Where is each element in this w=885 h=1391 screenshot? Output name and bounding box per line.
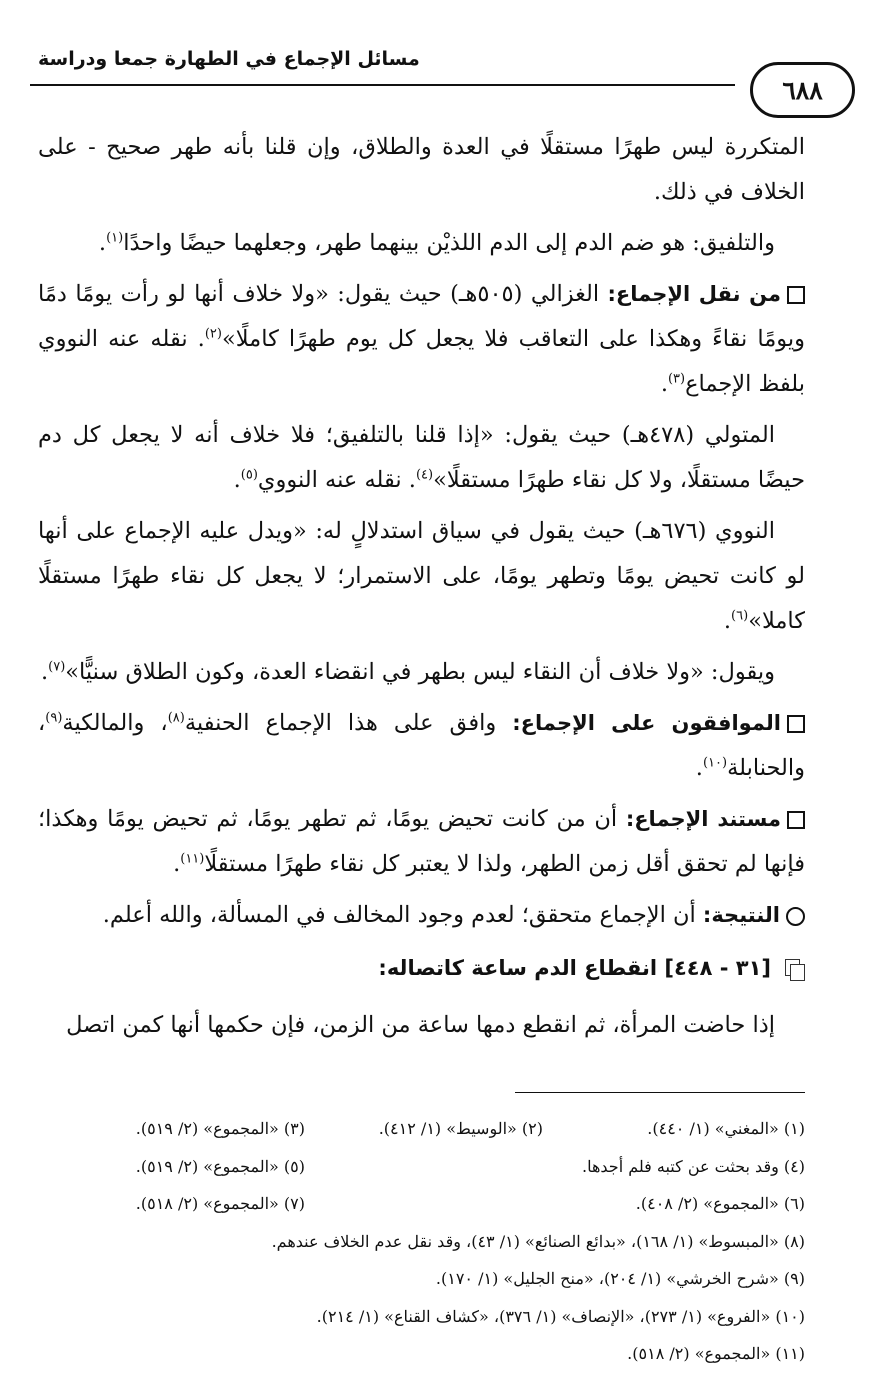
section-label: من نقل الإجماع: [607,282,781,306]
footnote-row [38,1260,805,1298]
paragraph-agreeing: الموافقون على الإجماع: وافق على هذا الإجماع الحنفية$^{(٨)}$، والمالكية$^{(٩)}$، والحنابلة$^{(١٠)}$. [38,710,805,781]
footnote-8: (٨) «المبسوط» (١/ ١٦٨)، «بدائع الصنائع» (١/ ٤٣)، وقد نقل عدم الخلاف عندهم. [271,1231,805,1251]
footnote-7: (٧) «المجموع» (٢/ ٥١٨). [135,1194,305,1213]
square-bullet-icon [787,286,805,304]
footnote-ref: (٩) [45,710,63,726]
section-heading-text: [٣١ - ٤٤٨] انقطاع الدم ساعة كاتصاله: [378,956,771,980]
running-title: مسائل الإجماع في الطهارة جمعا ودراسة [38,48,420,70]
paragraph-nawawi-2: ويقول: «ولا خلاف أن النقاء ليس بطهر في انقضاء العدة، وكون الطلاق سنيًّا»$^{(٧)}$. [40,659,775,685]
nawawi-transmit-text: . نقله عنه النووي بلفظ الإجماع [38,326,805,397]
ghazali-text: الغزالي (٥٠٥هـ) حيث يقول: «ولا خلاف أنها لو رأت يومًا دمًا ويومًا نقاءً وهكذا على التعاقب فلا يجعل كل يوم طهرًا كاملًا» [38,281,805,352]
nawawi-2-text: ويقول: «ولا خلاف أن النقاء ليس بطهر في انقضاء العدة، وكون الطلاق سنيًّا» [65,659,775,685]
footnote-row [38,1110,805,1148]
footnote-ref: (١١) [180,851,205,867]
section-label: مستند الإجماع: [625,807,781,831]
section-label: النتيجة: [702,903,780,927]
talfiq-text: والتلفيق: هو ضم الدم إلى الدم اللذيْن بينهما طهر، وجعلهما حيضًا واحدًا [123,230,775,256]
footnote-row [38,1223,805,1261]
footnotes [38,1110,805,1373]
footnote-ref: (١) [106,230,124,246]
mutawalli-transmit-text: . نقله عنه النووي [257,467,416,493]
paragraph-ijma-transmitters: من نقل الإجماع: الغزالي (٥٠٥هـ) حيث يقول: «ولا خلاف أنها لو رأت يومًا دمًا ويومًا نقاءً وهكذا على التعاقب فلا يجعل كل يوم طهرًا كاملًا»$^{(٢)}$. نقله عنه النووي بلفظ الإجماع$^{(٣)}$. [38,281,805,397]
square-bullet-icon [787,715,805,733]
basis-text: أن من كانت تحيض يومًا، ثم تطهر يومًا، ثم تحيض يومًا وهكذا؛ فإنها لم تحقق أقل زمن الطهر، ولذا لا يعتبر كل نقاء طهرًا مستقلًا [38,806,805,877]
paragraph-basis: مستند الإجماع: أن من كانت تحيض يومًا، ثم تطهر يومًا، ثم تحيض يومًا وهكذا؛ فإنها لم تحقق أقل زمن الطهر، ولذا لا يعتبر كل نقاء طهرًا مستقلًا$^{(١١)}$. [38,806,805,877]
footnote-row [38,1298,805,1336]
paragraph-new-section: إذا حاضت المرأة، ثم انقطع دمها ساعة من الزمن، فإن حكمها أنها كمن اتصل [66,1012,775,1038]
page-body [38,125,805,1054]
documents-icon [785,959,805,979]
footnote-ref: (٤) [415,467,434,483]
paragraph-nawawi: النووي (٦٧٦هـ) حيث يقول في سياق استدلالٍ له: «ويدل عليه الإجماع على أنها لو كانت تحيض يومًا وتطهر يومًا، على الاستمرار؛ لا يجعل كل نقاء طهرًا مستقلًا كاملا»$^{(٦)}$. [38,518,805,634]
footnote-ref: (٢) [204,326,222,342]
mutawalli-text: المتولي (٤٧٨هـ) حيث يقول: «إذا قلنا بالتلفيق؛ فلا خلاف أنه لا يجعل كل دم حيضًا مستقلًا، ولا كل نقاء طهرًا مستقلًا» [38,422,805,493]
page-header [30,48,855,105]
paragraph-talfiq: والتلفيق: هو ضم الدم إلى الدم اللذيْن بينهما طهر، وجعلهما حيضًا واحدًا$^{(١)}$. [98,230,775,256]
square-bullet-icon [787,811,805,829]
header-rule [30,84,735,86]
footnote-9: (٩) «شرح الخرشي» (١/ ٢٠٤)، «منح الجليل» (١/ ١٧٠). [435,1269,805,1288]
footnote-ref: (٧) [48,659,66,675]
footnote-1: (١) «المغني» (١/ ٤٤٠). [647,1119,805,1138]
hanbali-text: ، والحنابلة [38,710,805,781]
footnote-ref: (٨) [167,710,185,726]
footnote-11: (١١) «المجموع» (٢/ ٥١٨). [627,1344,805,1363]
footnote-ref: (٦) [731,608,749,624]
paragraph-mutawalli: المتولي (٤٧٨هـ) حيث يقول: «إذا قلنا بالتلفيق؛ فلا خلاف أنه لا يجعل كل دم حيضًا مستقلًا، ولا كل نقاء طهرًا مستقلًا»$^{(٤)}$. نقله عنه النووي$^{(٥)}$. [38,422,805,493]
nawawi-text: النووي (٦٧٦هـ) حيث يقول في سياق استدلالٍ له: «ويدل عليه الإجماع على أنها لو كانت تحيض يومًا وتطهر يومًا، على الاستمرار؛ لا يجعل كل نقاء طهرًا مستقلًا كاملا» [38,518,805,634]
footnote-3: (٣) «المجموع» (٢/ ٥١٩). [135,1119,305,1138]
agreeing-text: وافق على هذا الإجماع الحنفية [184,710,513,736]
result-text: أن الإجماع متحقق؛ لعدم وجود المخالف في المسألة، والله أعلم. [102,902,703,928]
paragraph-result [38,893,805,938]
footnote-row [38,1185,805,1223]
page-number: ٦٨٨ [750,62,855,118]
footnote-ref: (١٠) [702,755,728,771]
paragraph-1: المتكررة ليس طهرًا مستقلًا في العدة والطلاق، وإن قلنا بأنه طهر صحيح - على الخلاف في ذلك. [38,134,805,205]
footnote-5: (٥) «المجموع» (٢/ ٥١٩). [135,1156,305,1176]
footnote-ref: (٥) [240,467,258,483]
footnote-10: (١٠) «الفروع» (١/ ٢٧٣)، «الإنصاف» (١/ ٣٧٦)، «كشاف القناع» (١/ ٢١٤). [316,1306,805,1326]
section-label: الموافقون على الإجماع: [512,711,781,735]
footnote-separator [515,1092,805,1093]
footnote-ref: (٣) [667,371,686,387]
section-heading [38,946,805,991]
maliki-text: ، والمالكية [62,710,168,736]
footnote-2: (٢) «الوسيط» (١/ ٤١٢). [378,1119,543,1138]
circle-bullet-icon [786,907,805,926]
footnote-6: (٦) «المجموع» (٢/ ٤٠٨). [635,1194,805,1213]
footnote-row [38,1148,805,1186]
footnote-4: (٤) وقد بحثت عن كتبه فلم أجدها. [582,1156,805,1176]
footnote-row [38,1335,805,1373]
